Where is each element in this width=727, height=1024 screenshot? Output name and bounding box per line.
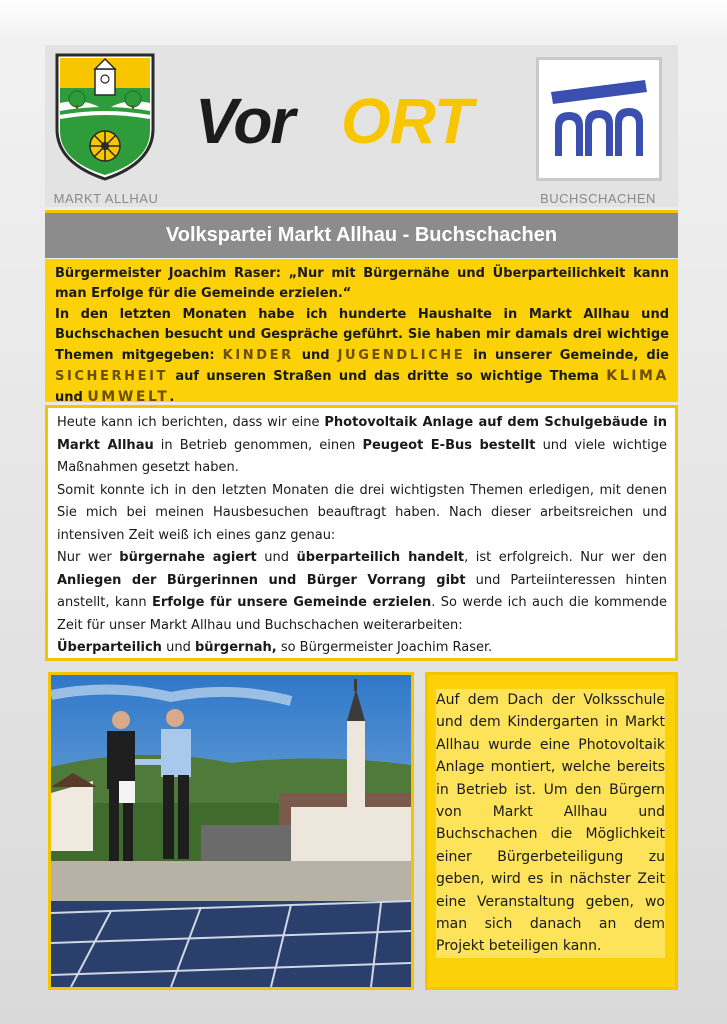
municipality-label-right: BUCHSCHACHEN <box>540 191 656 206</box>
sidebar-text: Auf dem Dach der Volksschule und dem Kindergarten in Markt Allhau wurde eine Photovoltaik Anlage montiert, welche bereits in Betrieb ist. Um den Bürgern von Markt Allhau und Buchschachen die Möglichkeit einer Bürgerbeteiligung zu geben, wird es in nächster Zeit eine Veranstaltung geben, wo man sich danach an dem Projekt beteiligen kann. <box>436 689 665 958</box>
paragraph-3: Nur wer bürgernahe agiert und überparteilich handelt, ist erfolgreich. Nur wer den Anliegen der Bürgerinnen und Bürger Vorrang gibt und Parteiinteressen hinten anstellt, kann Erfolge für unsere Gemeinde erzielen. So werde ich auch die kommende Zeit für unser Markt Allhau und Buchschachen weiterarbeiten: <box>57 550 667 633</box>
paragraph-4: Überparteilich und bürgernah, so Bürgermeister Joachim Raser. <box>57 640 493 655</box>
coat-of-arms-logo <box>53 51 157 181</box>
svg-text:Vor: Vor <box>195 85 294 157</box>
page-title: Volkspartei Markt Allhau - Buchschachen <box>45 210 678 258</box>
paragraph-1: Heute kann ich berichten, dass wir eine Photovoltaik Anlage auf dem Schulgebäude in Markt Allhau in Betrieb genommen, einen Peugeot E-Bus bestellt und viele wichtige Maßnahmen gesetzt haben. <box>57 415 667 475</box>
intro-paragraph: In den letzten Monaten habe ich hunderte Haushalte in Markt Allhau und Buchschachen besucht und Gespräche geführt. Sie haben mir damals drei wichtige Themen mitgegeben: KINDER und JUGENDLICHE in unserer Gemeinde, die SICHERHEIT auf unseren Straßen und das dritte so wichtige Thema KLIMA und UMWELT. <box>55 306 669 406</box>
mayor-quote: Bürgermeister Joachim Raser: „Nur mit Bürgernähe und Überparteilichkeit kann man Erfolge für die Gemeinde erzielen.“ <box>55 266 669 302</box>
topic-jugendliche: JUGENDLICHE <box>337 347 466 363</box>
svg-text:ORT: ORT <box>341 85 472 157</box>
sidebar-box <box>425 672 678 990</box>
paragraph-2: Somit konnte ich in den letzten Monaten die drei wichtigsten Themen erledigen, mit denen Sie mich bei meinen Hausbesuchen beauftragt haben. Nach dieser arbeitsreichen und intensiven Zeit weiß ich eines ganz genau: <box>57 482 667 543</box>
topic-sicherheit: SICHERHEIT <box>55 369 168 385</box>
topic-klima: KLIMA <box>606 368 669 385</box>
municipality-label-left: MARKT ALLHAU <box>53 191 159 206</box>
intro-box <box>45 259 678 406</box>
topic-umwelt: UMWELT <box>87 389 170 406</box>
topic-kinder: KINDER <box>222 347 294 363</box>
arches-icon <box>545 74 653 162</box>
solar-roof-photo <box>48 672 414 990</box>
header <box>45 45 678 207</box>
main-text-box <box>45 405 678 661</box>
buchschachen-logo <box>536 57 662 181</box>
vorort-wordmark-logo <box>191 73 511 163</box>
